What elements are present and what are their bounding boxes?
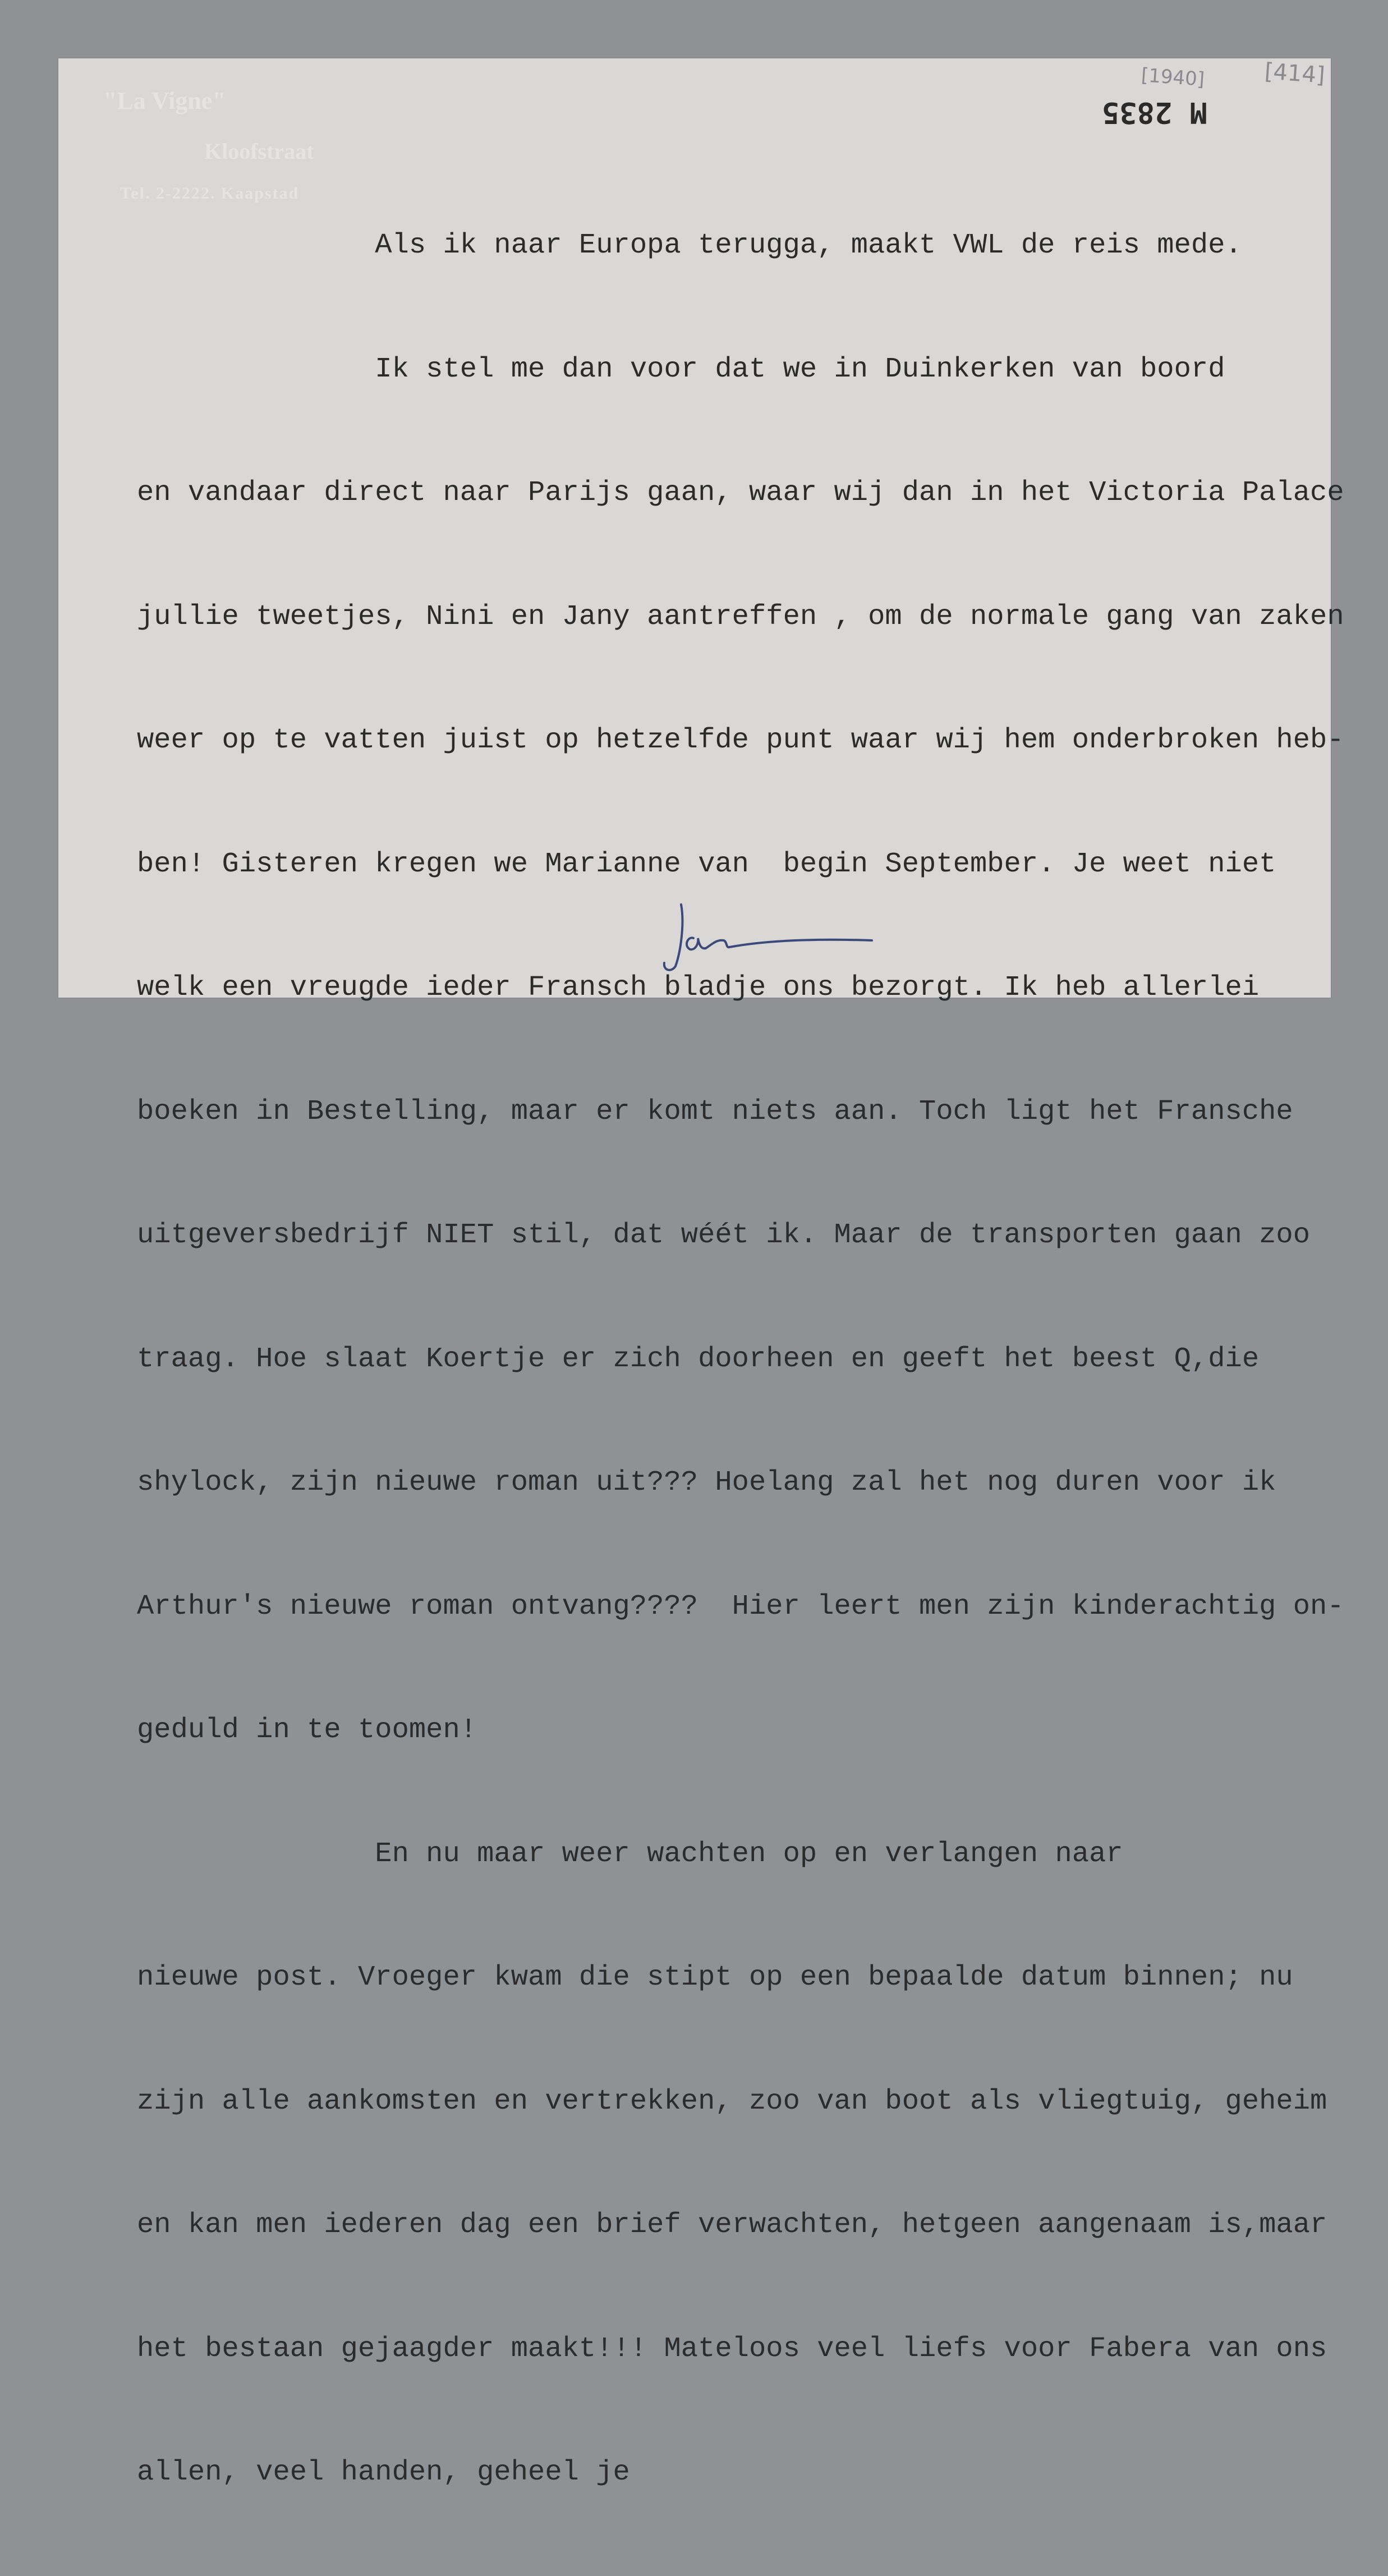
letter-line: Ik stel me dan voor dat we in Duinkerken van boord <box>137 353 1225 385</box>
letter-line: Arthur's nieuwe roman ontvang???? Hier leert men zijn kinderachtig on- <box>137 1590 1344 1623</box>
pencil-folio-note: [414] <box>1263 58 1326 89</box>
letter-line: en kan men iederen dag een brief verwachten, hetgeen aangenaam is,maar <box>137 2209 1327 2241</box>
letter-line: Als ik naar Europa terugga, maakt VWL de reis mede. <box>137 229 1242 261</box>
letter-line: traag. Hoe slaat Koertje er zich doorheen en geeft het beest Q,die <box>137 1343 1260 1375</box>
letter-line: welk een vreugde ieder Fransch bladje ons bezorgt. Ik heb allerlei <box>137 972 1260 1004</box>
letterhead-phone-city: Tel. 2-2222. Kaapstad <box>120 184 300 203</box>
letter-line: allen, veel handen, geheel je <box>137 2456 630 2488</box>
archive-number-stamp: M 2835 <box>1102 95 1207 129</box>
letter-sheet <box>58 58 1344 2488</box>
letter-line: uitgeversbedrijf NIET stil, dat wéét ik. Maar de transporten gaan zoo <box>137 1219 1311 1251</box>
letter-line: jullie tweetjes, Nini en Jany aantreffen , om de normale gang van zaken <box>137 600 1344 633</box>
letter-body <box>137 143 1344 2576</box>
pencil-date-note: [1940] <box>1140 64 1206 91</box>
letter-line: geduld in te toomen! <box>137 1714 477 1746</box>
letter-line: nieuwe post. Vroeger kwam die stipt op een bepaalde datum binnen; nu <box>137 1962 1293 1994</box>
letter-line: en vandaar direct naar Parijs gaan, waar wij dan in het Victoria Palace <box>137 477 1344 509</box>
letter-line: En nu maar weer wachten op en verlangen naar <box>137 1838 1123 1870</box>
letter-line: boeken in Bestelling, maar er komt niets aan. Toch ligt het Fransche <box>137 1095 1293 1128</box>
letter-line: ben! Gisteren kregen we Marianne van begin September. Je weet niet <box>137 848 1276 880</box>
handwritten-signature <box>659 894 883 979</box>
letter-line: het bestaan gejaagder maakt!!! Mateloos veel liefs voor Fabera van ons <box>137 2332 1327 2365</box>
letter-line: shylock, zijn nieuwe roman uit??? Hoelang zal het nog duren voor ik <box>137 1467 1276 1499</box>
letterhead-street: Kloofstraat <box>204 139 314 164</box>
letter-line: zijn alle aankomsten en vertrekken, zoo van boot als vliegtuig, geheim <box>137 2085 1327 2118</box>
letterhead-name: "La Vigne" <box>103 87 226 114</box>
letter-line: weer op te vatten juist op hetzelfde punt waar wij hem onderbroken heb- <box>137 724 1344 756</box>
